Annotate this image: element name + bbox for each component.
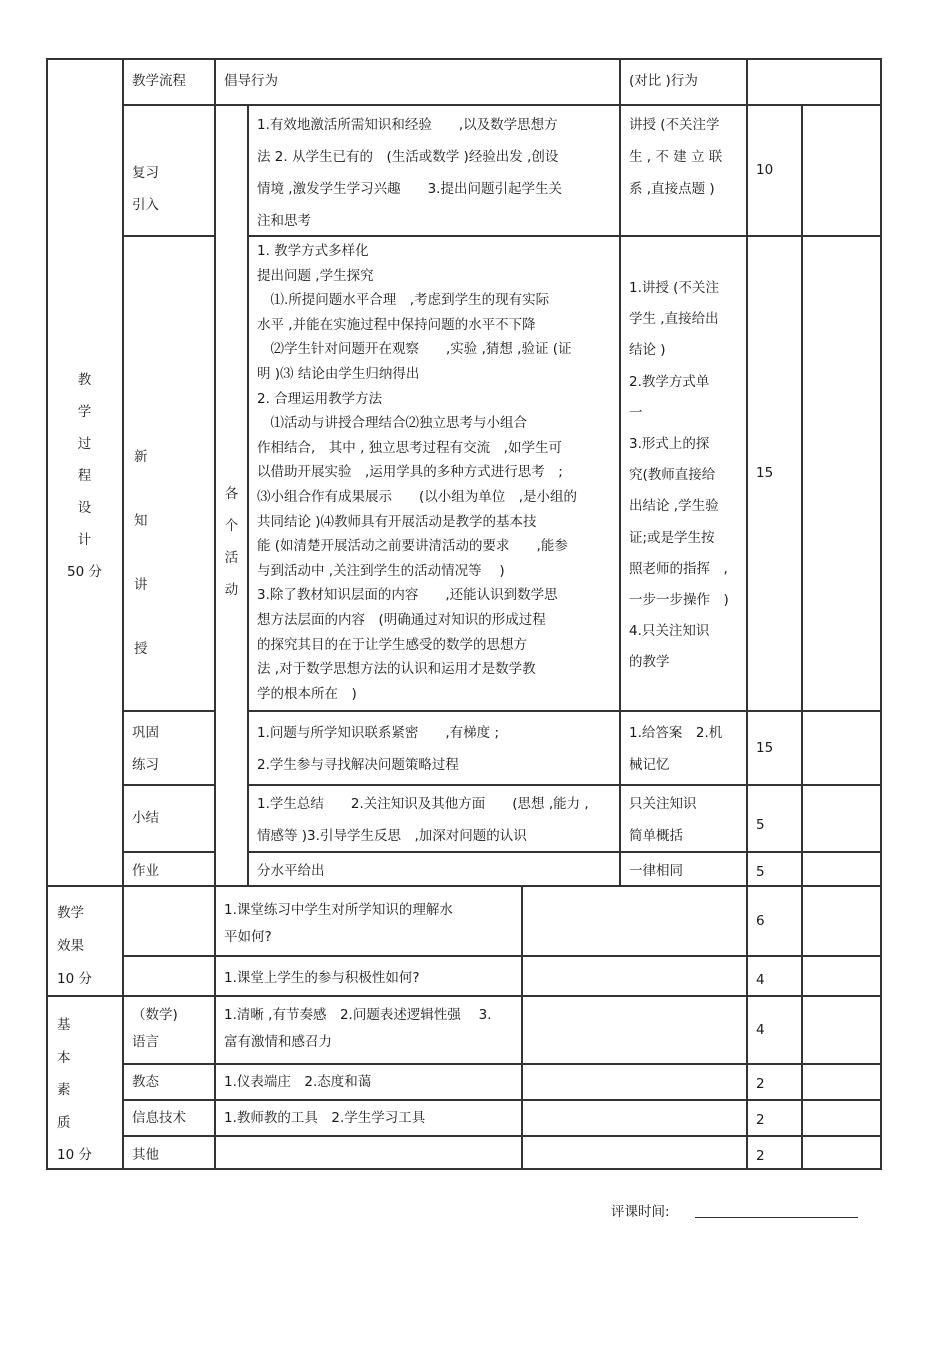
name-char: 讲 <box>134 577 148 593</box>
text-line: 3.形式上的探 <box>629 436 710 453</box>
text-line: 2.学生参与寻找解决问题策略过程 <box>257 757 459 773</box>
text-line: 系 ,直接点题 ) <box>629 181 715 197</box>
text-line: 想方法层面的内容 (明确通过对知识的形成过程 <box>257 611 546 628</box>
text-line: 学生 ,直接给出 <box>629 311 719 328</box>
review-advocated <box>248 105 620 236</box>
homework-contrast: 一律相同 <box>620 852 747 886</box>
effect-row2-name <box>123 956 215 996</box>
other-text <box>215 1136 522 1170</box>
homework-score-blank <box>802 852 882 886</box>
name-line: 复习 <box>132 165 159 181</box>
section-label-basic-quality <box>46 996 123 1170</box>
text-line: 生 , 不 建 立 联 <box>629 149 723 165</box>
label-char: 本 <box>57 1049 71 1066</box>
other-score: 2 <box>747 1136 802 1170</box>
other-blank <box>522 1136 747 1170</box>
effect-row2-score-blank <box>802 956 882 996</box>
text-line: 1.给答案 2.机 <box>629 725 723 741</box>
new-knowledge-advocated <box>248 236 620 711</box>
text-line: 讲授 (不关注学 <box>629 117 720 133</box>
demeanor-score-blank <box>802 1064 882 1100</box>
new-knowledge-contrast <box>620 236 747 711</box>
demeanor-blank <box>522 1064 747 1100</box>
text-line: ⑵学生针对问题开在观察 ,实验 ,猜想 ,验证 (证 <box>257 341 572 358</box>
name-line: 巩固 <box>132 725 159 741</box>
text-line: 证;或是学生按 <box>629 529 715 546</box>
text-line: ⑴.所提问题水平合理 ,考虑到学生的现有实际 <box>257 292 550 309</box>
effect-row2-score: 4 <box>747 956 802 996</box>
text-line: 明 )⑶ 结论由学生归纳得出 <box>257 365 420 382</box>
header-flow: 教学流程 <box>123 58 215 105</box>
homework-name: 作业 <box>123 852 215 886</box>
text-line: 1. 教学方式多样化 <box>257 243 369 259</box>
summary-advocated <box>248 785 620 852</box>
name-line: 语言 <box>132 1034 159 1050</box>
text-line: 一步一步操作 ) <box>629 592 729 609</box>
activity-char: 动 <box>224 582 239 598</box>
practice-score: 15 <box>747 711 802 785</box>
label-char: 设 <box>77 500 92 516</box>
info-tech-score-blank <box>802 1100 882 1136</box>
text-line: 与到活动中 ,关注到学生的活动情况等 ) <box>257 562 505 579</box>
text-line: 1.课堂练习中学生对所学知识的理解水 <box>224 902 453 918</box>
language-score-blank <box>802 996 882 1064</box>
text-line: 情感等 )3.引导学生反思 ,加深对问题的认识 <box>257 828 527 844</box>
label-char: 学 <box>77 404 92 420</box>
demeanor-score: 2 <box>747 1064 802 1100</box>
text-line: ⑴活动与讲授合理结合⑵独立思考与小组合 <box>257 415 527 432</box>
demeanor-name: 教态 <box>123 1064 215 1100</box>
text-line: 作相结合, 其中 , 独立思考过程有交流 ,如学生可 <box>257 439 562 456</box>
label-line: 教学 <box>57 905 84 921</box>
text-line: 的教学 <box>629 654 670 671</box>
practice-score-blank <box>802 711 882 785</box>
label-char: 计 <box>77 532 92 548</box>
text-line: 简单概括 <box>629 828 683 844</box>
demeanor-text: 1.仪表端庄 2.态度和蔼 <box>215 1064 522 1100</box>
label-char: 素 <box>57 1082 71 1098</box>
new-knowledge-score-blank <box>802 236 882 711</box>
name-line: 引入 <box>132 197 159 213</box>
section-label-teaching-process <box>46 58 123 886</box>
label-char: 质 <box>57 1114 71 1131</box>
label-char: 教 <box>77 372 92 388</box>
summary-contrast <box>620 785 747 852</box>
text-line: 提出问题 ,学生探究 <box>257 267 374 284</box>
new-knowledge-name <box>123 236 215 711</box>
text-line: 照老师的指挥 , <box>629 560 728 577</box>
header-advocated: 倡导行为 <box>215 58 620 105</box>
label-char: 50 分 <box>67 564 102 580</box>
label-char: 10 分 <box>57 1147 92 1163</box>
other-score-blank <box>802 1136 882 1170</box>
effect-row2-blank <box>522 956 747 996</box>
text-line: 只关注知识 <box>629 796 697 812</box>
summary-score-blank <box>802 785 882 852</box>
text-line: 2. 合理运用教学方法 <box>257 390 383 407</box>
review-time-input-line[interactable] <box>695 1217 858 1218</box>
language-name <box>123 996 215 1064</box>
info-tech-score: 2 <box>747 1100 802 1136</box>
summary-score: 5 <box>747 785 802 852</box>
review-score: 10 <box>747 105 802 236</box>
effect-row1-text <box>215 886 522 956</box>
evaluation-table <box>46 58 882 1170</box>
text-line: 2.教学方式单 <box>629 373 710 390</box>
info-tech-name: 信息技术 <box>123 1100 215 1136</box>
language-blank <box>522 996 747 1064</box>
effect-row1-score-blank <box>802 886 882 956</box>
text-line: 1.有效地激活所需知识和经验 ,以及数学思想方 <box>257 117 558 133</box>
practice-contrast <box>620 711 747 785</box>
review-contrast <box>620 105 747 236</box>
practice-advocated <box>248 711 620 785</box>
info-tech-blank <box>522 1100 747 1136</box>
activity-char: 活 <box>224 550 239 566</box>
text-line: 法 ,对于数学思想方法的认识和运用才是数学教 <box>257 661 536 678</box>
text-line: 平如何? <box>224 929 272 945</box>
text-line: 械记忆 <box>629 757 670 773</box>
text-line: 共同结论 )⑷教师具有开展活动是教学的基本技 <box>257 513 537 530</box>
review-time-label: 评课时间: <box>611 1204 670 1220</box>
label-char: 过 <box>77 436 92 452</box>
activity-char: 个 <box>224 518 239 534</box>
activity-label <box>215 105 248 886</box>
label-line: 效果 <box>57 938 84 954</box>
label-char: 程 <box>77 468 92 484</box>
text-line: 学的根本所在 ) <box>257 685 357 702</box>
text-line: 4.只关注知识 <box>629 623 710 640</box>
language-text <box>215 996 522 1064</box>
text-line: 1.清晰 ,有节奏感 2.问题表述逻辑性强 3. <box>224 1007 492 1023</box>
name-char: 新 <box>134 449 148 465</box>
text-line: 能 (如清楚开展活动之前要讲清活动的要求 ,能参 <box>257 538 568 555</box>
text-line: ⑶小组合作有成果展示 (以小组为单位 ,是小组的 <box>257 488 578 505</box>
practice-name <box>123 711 215 785</box>
name-char: 知 <box>134 513 148 529</box>
summary-name: 小结 <box>123 785 215 852</box>
new-knowledge-score: 15 <box>747 236 802 711</box>
text-line: 法 2. 从学生已有的 (生活或数学 )经验出发 ,创设 <box>257 149 559 165</box>
text-line: 1.学生总结 2.关注知识及其他方面 (思想 ,能力 , <box>257 796 589 812</box>
info-tech-text: 1.教师教的工具 2.学生学习工具 <box>215 1100 522 1136</box>
section-label-teaching-effect <box>46 886 123 996</box>
name-line: 练习 <box>132 757 159 773</box>
text-line: 富有激情和感召力 <box>224 1034 332 1050</box>
text-line: 1.问题与所学知识联系紧密 ,有梯度 ; <box>257 725 500 741</box>
effect-row1-name <box>123 886 215 956</box>
review-name <box>123 105 215 236</box>
header-contrast: (对比 )行为 <box>620 58 747 105</box>
effect-row1-score: 6 <box>747 886 802 956</box>
activity-char: 各 <box>224 486 239 502</box>
text-line: 1.讲授 (不关注 <box>629 280 719 296</box>
header-score-blank <box>747 58 882 105</box>
text-line: 情境 ,激发学生学习兴趣 3.提出问题引起学生关 <box>257 181 562 197</box>
name-line: （数学) <box>132 1007 178 1023</box>
text-line: 水平 ,并能在实施过程中保持问题的水平不下降 <box>257 316 536 333</box>
effect-row1-blank <box>522 886 747 956</box>
label-char: 基 <box>57 1017 71 1033</box>
text-line: 以借助开展实验 ,运用学具的多种方式进行思考 ; <box>257 464 563 481</box>
text-line: 注和思考 <box>257 213 311 229</box>
homework-score: 5 <box>747 852 802 886</box>
effect-row2-text: 1.课堂上学生的参与积极性如何? <box>215 956 522 996</box>
label-line: 10 分 <box>57 971 92 987</box>
language-score: 4 <box>747 996 802 1064</box>
text-line: 结论 ) <box>629 342 666 359</box>
homework-advocated: 分水平给出 <box>248 852 620 886</box>
review-score-blank <box>802 105 882 236</box>
name-char: 授 <box>134 641 148 657</box>
text-line: 出结论 ,学生验 <box>629 498 719 515</box>
text-line: 3.除了教材知识层面的内容 ,还能认识到数学思 <box>257 587 558 604</box>
text-line: 究(教师直接给 <box>629 467 716 484</box>
other-name: 其他 <box>123 1136 215 1170</box>
text-line: 一 <box>629 404 643 421</box>
text-line: 的探究其目的在于让学生感受的数学的思想方 <box>257 636 527 653</box>
